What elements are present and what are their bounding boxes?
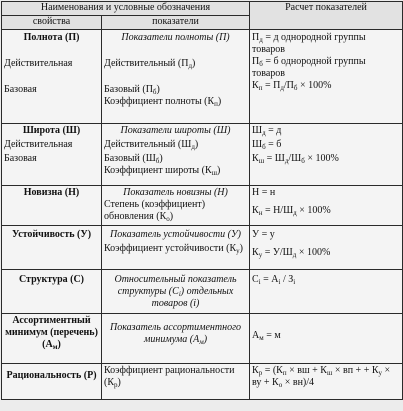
property-line: Базовая [4,153,37,164]
indicator-cell [102,226,250,270]
header-names: Наименования и условные обозначения [2,2,250,16]
property-name: Полнота (П) [23,32,80,43]
indicator-line: Коэффициент полноты $(К_п)$ [104,96,222,108]
calc-cell [250,270,403,314]
calc-line: $А_м = м$ [252,330,281,342]
property-cell [2,270,102,314]
header-row [2,2,403,16]
calc-line: $С_i = А_i / З_i$ [252,274,296,286]
calc-cell [250,124,403,186]
table-row-novelty [2,186,403,226]
indicator-cell [102,124,250,186]
indicator-heading: Показатели широты (Ш) [120,125,231,136]
indicator-line: Базовый $(П_б)$ [104,84,160,96]
property-line: Базовая [4,84,37,95]
indicator-line: Степень (коэффициент) обновления $(К_о)$ [104,199,206,223]
header-indicators: показатели [102,16,250,30]
table-row-structure [2,270,403,314]
indicator-heading: Показатель новизны (Н) [123,187,228,198]
indicator-line: Коэффициент широты $(К_ш)$ [104,165,221,177]
property-cell [2,124,102,186]
calc-line: $Ш_б = б$ [252,139,282,151]
property-name: Устойчивость (У) [11,229,92,240]
property-cell [2,364,102,400]
property-cell [2,314,102,364]
calc-line: $К_п = П_д/П_б \times 100\%$ [252,80,332,92]
property-cell [2,186,102,226]
indicator-line: Базовый $(Ш_б)$ [104,153,163,165]
calc-line: $К_у = У/Ш_д \times 100\%$ [252,247,331,259]
property-cell [2,30,102,124]
table-row-assortment-minimum [2,314,403,364]
calc-line: $К_н = Н/Ш_д \times 100\%$ [252,205,331,217]
indicator-cell [102,186,250,226]
indicator-line: Действительный $(Ш_д)$ [104,139,199,151]
indicator-heading: Относительный показатель структуры $(С_i)$ отдельных товаров (i) [114,274,237,309]
indicator-cell [102,30,250,124]
indicator-cell [102,270,250,314]
property-line: Действительная [4,58,73,69]
table-row-stability [2,226,403,270]
calc-cell [250,226,403,270]
calc-cell [250,364,403,400]
property-name: Новизна (Н) [23,187,80,198]
indicator-cell [102,314,250,364]
calc-cell [250,30,403,124]
property-cell [2,226,102,270]
property-name: Рациональность (Р) [6,370,97,381]
indicator-line: Коэффициент устойчивости $(К_у)$ [104,243,243,255]
indicator-heading: Показатель устойчивости (У) [110,229,242,240]
calc-line: Н = н [252,187,276,198]
calc-cell [250,314,403,364]
indicator-heading: Показатель ассортиментного минимума $(А_м)$ [110,322,241,346]
indicator-cell [102,364,250,400]
indicator-line: Действительный $(П_д)$ [104,58,196,70]
calc-line: $К_ш = Ш_д/Ш_б \times 100\%$ [252,153,339,165]
calc-line: $П_д = д$ однородной группы товаров [252,32,366,55]
calc-line: $П_б = б$ однородной группы товаров [252,56,366,79]
calc-line: $Ш_д = д$ [252,125,282,137]
header-properties: свойства [2,16,102,30]
assortment-indicators-table [1,1,403,400]
property-line: Действительная [4,139,73,150]
property-name: Широта (Ш) [22,125,81,136]
calc-line: У = у [252,229,275,240]
calc-line: $К_р = (К_п$ × вш + $К_ш$ × вп + + $К_у$ × ву + $К_о \times вн)/4$ [252,365,391,389]
property-name: Ассортиментный минимум (перечень) $(А_м)$ [5,315,98,351]
table-row-completeness [2,30,403,124]
table-row-width [2,124,403,186]
property-name: Структура (С) [18,274,85,285]
calc-cell [250,186,403,226]
indicator-line: Коэффициент рациональности $(К_р)$ [104,365,235,389]
table-row-rationality [2,364,403,400]
indicator-heading: Показатели полноты (П) [121,32,230,43]
header-calc: Расчет показателей [250,2,403,30]
